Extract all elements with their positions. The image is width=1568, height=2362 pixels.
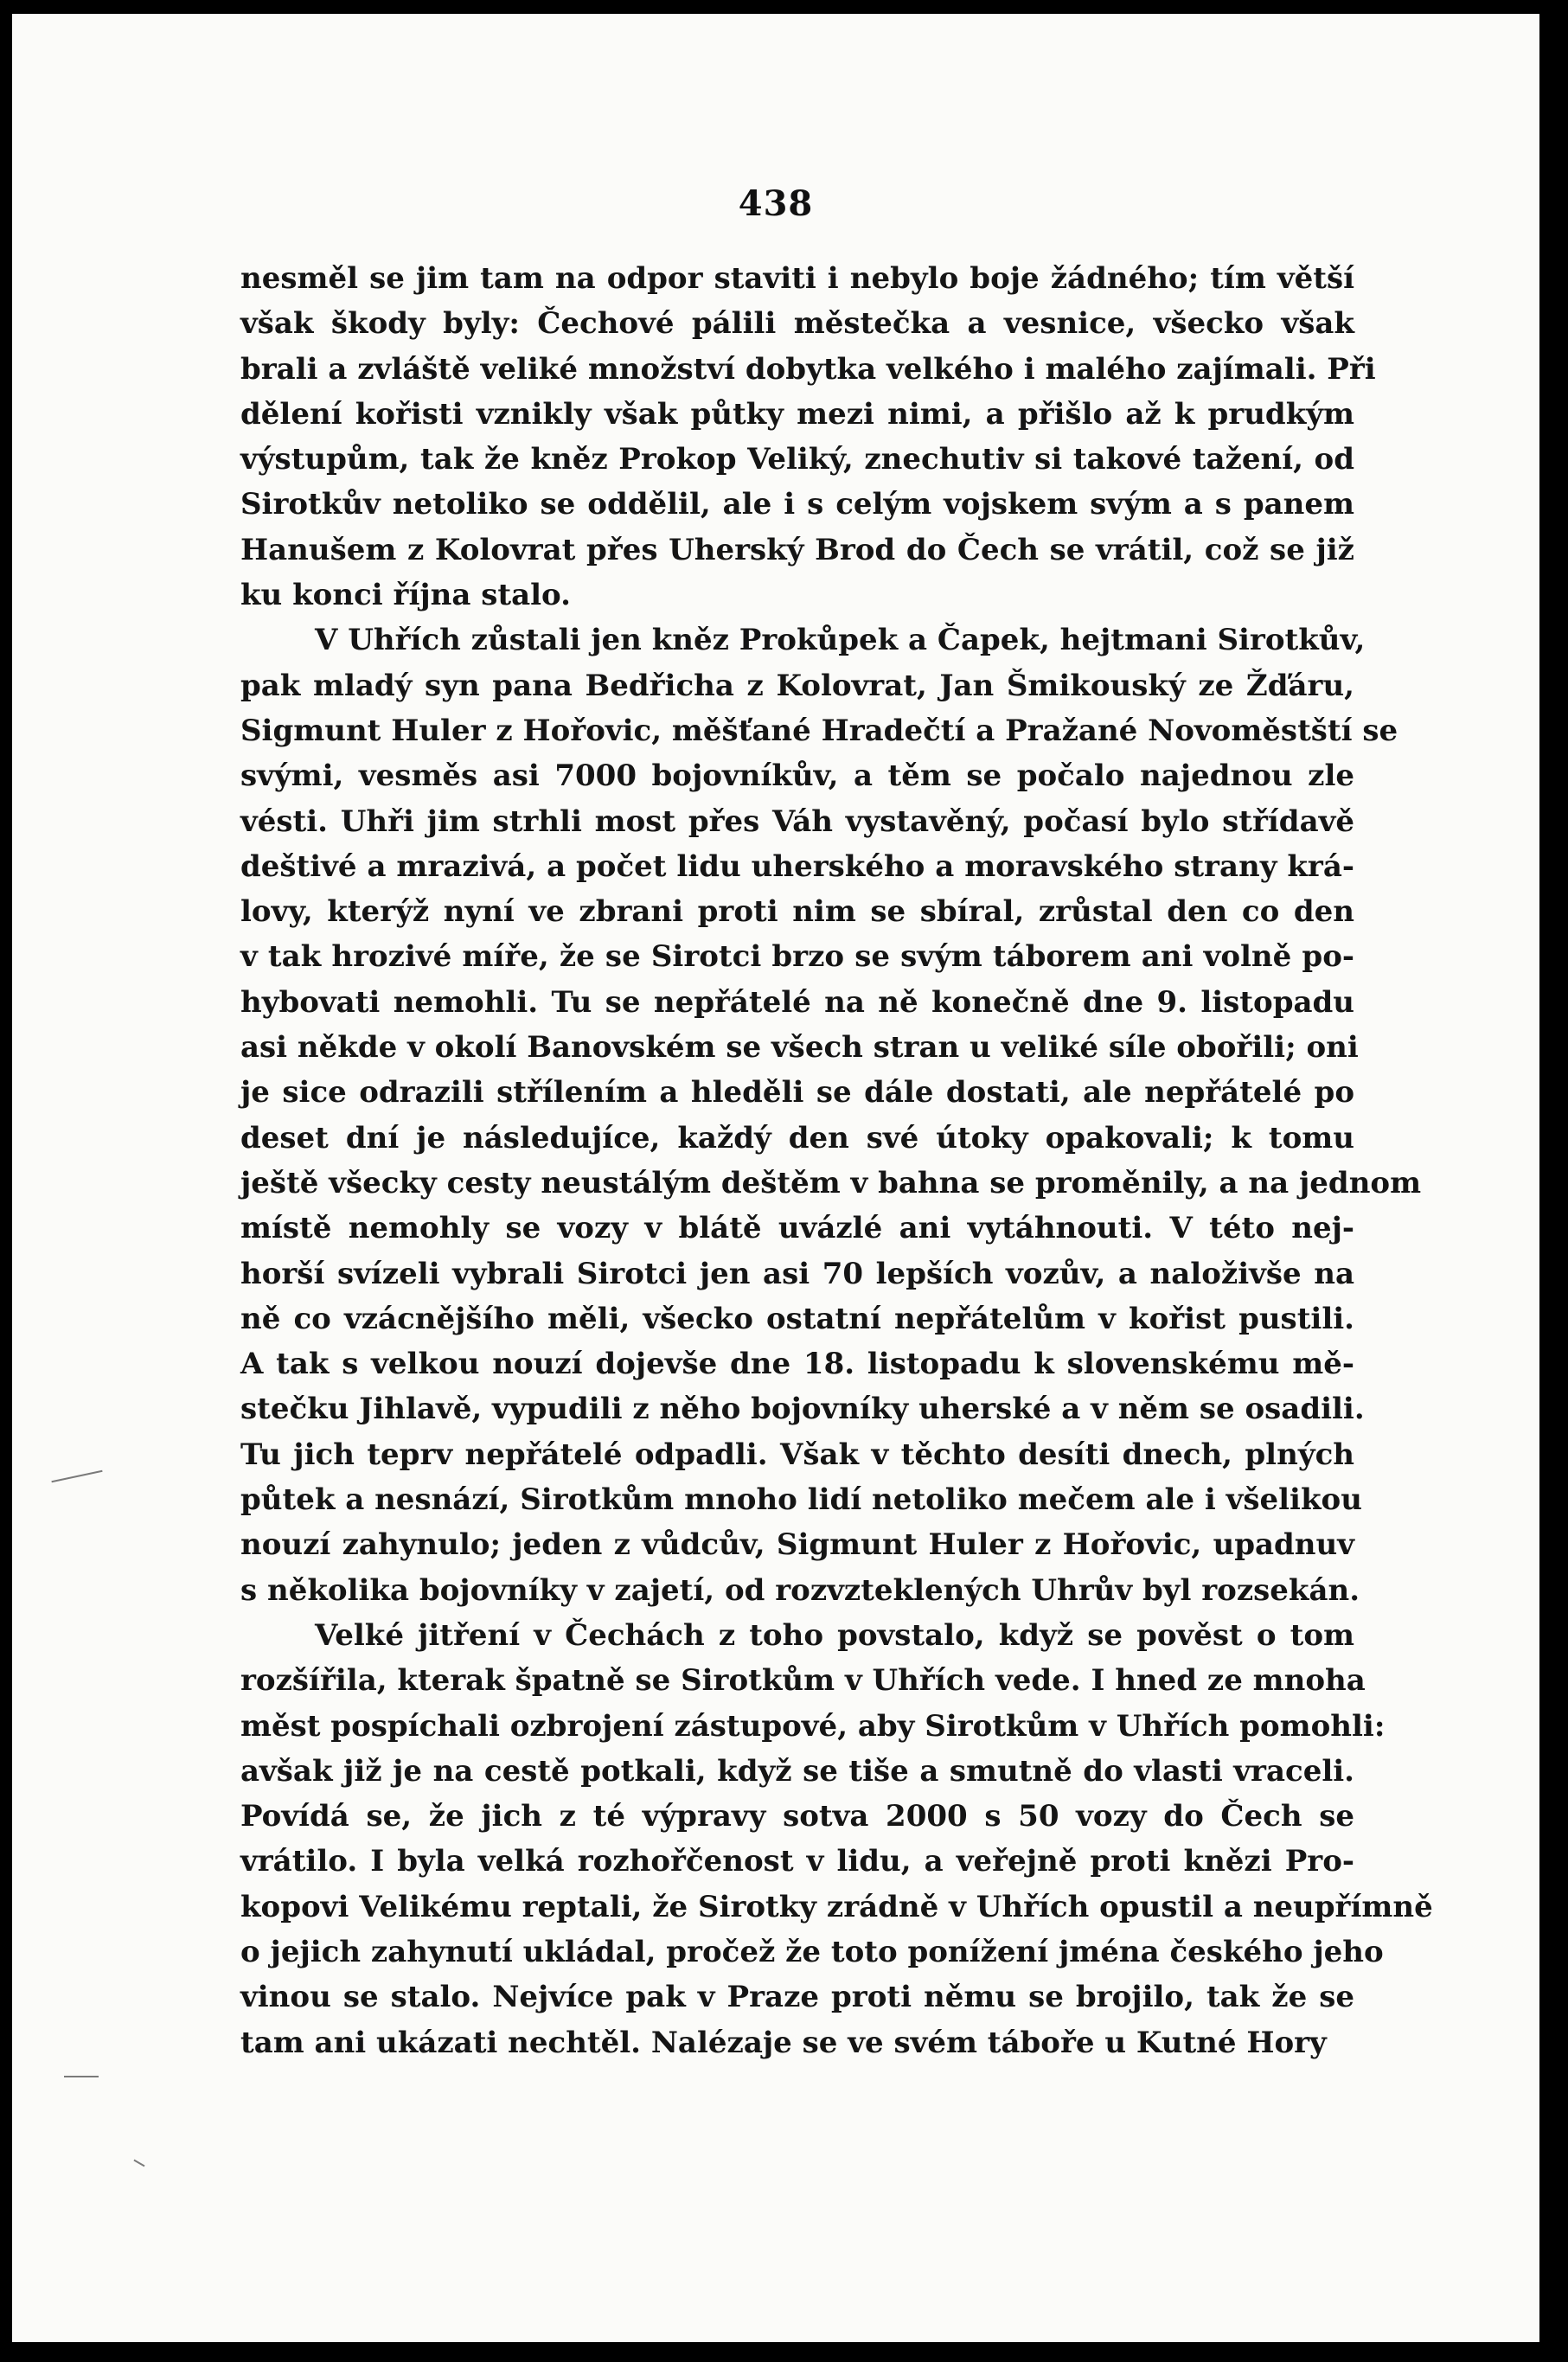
text-line: Hanušem z Kolovrat přes Uherský Brod do Čech se vrátil, což se již [240,532,1354,567]
text-line: V Uhřích zůstali jen kněz Prokůpek a Čapek, hejtmani Sirotkův, [315,623,1366,658]
text-line: kopovi Velikému reptali, že Sirotky zrádně v Uhřích opustil a neupřímně [240,1889,1433,1924]
text-line: deštivé a mrazivá, a počet lidu uherského a moravského strany krá- [240,848,1354,884]
text-line: nesměl se jim tam na odpor staviti i nebylo boje žádného; tím větší [240,261,1354,296]
text-line: hybovati nemohli. Tu se nepřátelé na ně konečně dne 9. listopadu [240,984,1354,1020]
text-line: avšak již je na cestě potkali, když se tiše a smutně do vlasti vraceli. [240,1753,1354,1789]
text-line: horší svízeli vybrali Sirotci jen asi 70 lepších vozův, a naloživše na [240,1256,1354,1291]
text-line: Tu jich teprv nepřátelé odpadli. Však v těchto desíti dnech, plných [240,1437,1354,1472]
text-line: místě nemohly se vozy v blátě uvázlé ani vytáhnouti. V této nej- [240,1211,1354,1246]
text-line: Velké jitření v Čechách z toho povstalo, když se pověst o tom [315,1617,1354,1653]
text-line: měst pospíchali ozbrojení zástupové, aby Sirotkům v Uhřích pomohli: [240,1708,1386,1744]
page-number: 438 [738,183,814,224]
text-line: však škody byly: Čechové pálili městečka a vesnice, všecko však [240,306,1354,342]
text-line: v tak hrozivé míře, že se Sirotci brzo se svým táborem ani volně po- [240,939,1354,975]
text-line: je sice odrazili střílením a hleděli se dále dostati, ale nepřátelé po [240,1075,1354,1111]
text-line: asi někde v okolí Banovském se všech stran u veliké síle obořili; oni [240,1030,1359,1066]
text-line: nouzí zahynulo; jeden z vůdcův, Sigmunt Huler z Hořovic, upadnuv [240,1527,1354,1563]
text-line: vésti. Uhři jim strhli most přes Váh vystavěný, počasí bylo střídavě [240,803,1354,839]
text-line: výstupům, tak že kněz Prokop Veliký, znechutiv si takové tažení, od [240,442,1354,477]
text-line: stečku Jihlavě, vypudili z něho bojovníky uherské a v něm se osadili. [240,1392,1365,1427]
text-line: brali a zvláště veliké množství dobytka velkého i malého zajímali. Při [240,351,1376,387]
text-line: s několika bojovníky v zajetí, od rozvzteklených Uhrův byl rozsekán. [240,1572,1360,1608]
text-line: A tak s velkou nouzí dojevše dne 18. listopadu k slovenskému mě- [240,1347,1354,1382]
text-line: pak mladý syn pana Bedřicha z Kolovrat, Jan Šmikouský ze Žďáru, [240,668,1354,703]
paragraph [240,256,1376,618]
text-line: půtek a nesnází, Sirotkům mnoho lidí netoliko mečem ale i všelikou [240,1482,1362,1518]
scan-mark [133,2160,144,2167]
text-line: deset dní je následujíce, každý den své útoky opakovali; k tomu [240,1120,1354,1155]
text-line: Povídá se, že jich z té výpravy sotva 2000 s 50 vozy do Čech se [240,1799,1354,1834]
text-line: lovy, kterýž nyní ve zbrani proti nim se sbíral, zrůstal den co den [240,894,1354,930]
scan-mark [51,1470,102,1482]
text-line: dělení kořisti vznikly však půtky mezi nimi, a přišlo až k prudkým [240,396,1354,432]
text-line: ně co vzácnějšího měli, všecko ostatní nepřátelům v kořist pustili. [240,1301,1354,1336]
body-text [240,256,1433,2065]
paragraph [240,1613,1433,2065]
paragraph [240,618,1422,1613]
text-line: ještě všecky cesty neustálým deštěm v bahna se proměnily, a na jednom [240,1165,1422,1200]
text-line: tam ani ukázati nechtěl. Nalézaje se ve svém táboře u Kutné Hory [240,2025,1327,2060]
text-line: rozšířila, kterak špatně se Sirotkům v Uhřích vede. I hned ze mnoha [240,1663,1366,1699]
text-line: Sirotkův netoliko se oddělil, ale i s celým vojskem svým a s panem [240,487,1354,522]
text-line: o jejich zahynutí ukládal, pročež že toto ponížení jména českého jeho [240,1934,1384,1969]
text-line: ku konci října stalo. [240,578,571,613]
scan-mark [64,2076,99,2077]
text-line: Sigmunt Huler z Hořovic, měšťané Hradečtí a Pražané Novoměstští se [240,713,1398,748]
text-line: vrátilo. I byla velká rozhořčenost v lidu, a veřejně proti knězi Pro- [240,1844,1354,1879]
text-line: vinou se stalo. Nejvíce pak v Praze proti němu se brojilo, tak že se [240,1980,1354,2015]
text-line: svými, vesměs asi 7000 bojovníkův, a těm se počalo najednou zle [240,759,1354,794]
book-page [12,14,1539,2342]
